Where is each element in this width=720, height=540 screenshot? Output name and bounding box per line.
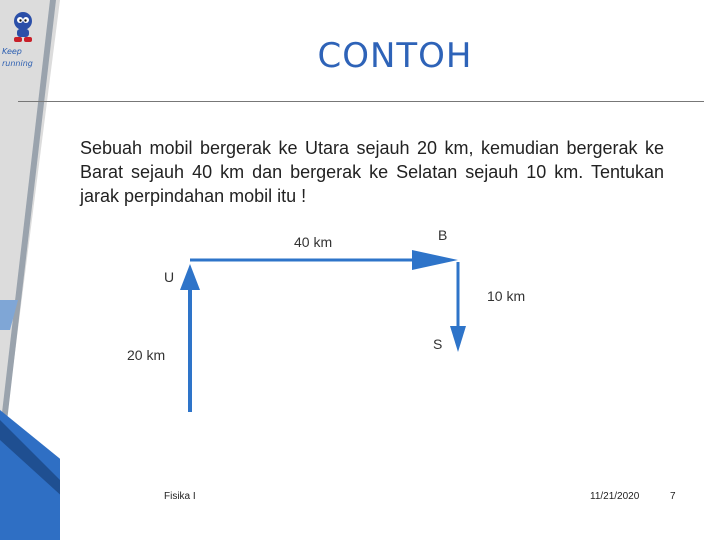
north-arrowhead [180, 264, 200, 290]
south-arrowhead [450, 326, 466, 352]
label-20km: 20 km [127, 347, 166, 363]
footer-date: 11/21/2020 [590, 491, 640, 502]
label-u: U [164, 269, 175, 285]
label-s: S [433, 336, 443, 352]
logo-text-line2: running [2, 59, 33, 68]
page-number: 7 [670, 491, 676, 502]
label-40km: 40 km [294, 234, 333, 250]
footer-left: Fisika I [164, 491, 196, 502]
slide-title: CONTOH [317, 36, 473, 76]
problem-text: Sebuah mobil bergerak ke Utara sejauh 20 km, kemudian bergerak ke Barat sejauh 40 km dan bergerak ke Selatan sejauh 10 km. Tentukan jarak perpindahan mobil itu ! [80, 138, 664, 206]
label-b: B [438, 227, 448, 243]
east-arrowhead [412, 250, 458, 270]
logo-text-line1: Keep [2, 47, 22, 56]
label-10km: 10 km [487, 288, 526, 304]
